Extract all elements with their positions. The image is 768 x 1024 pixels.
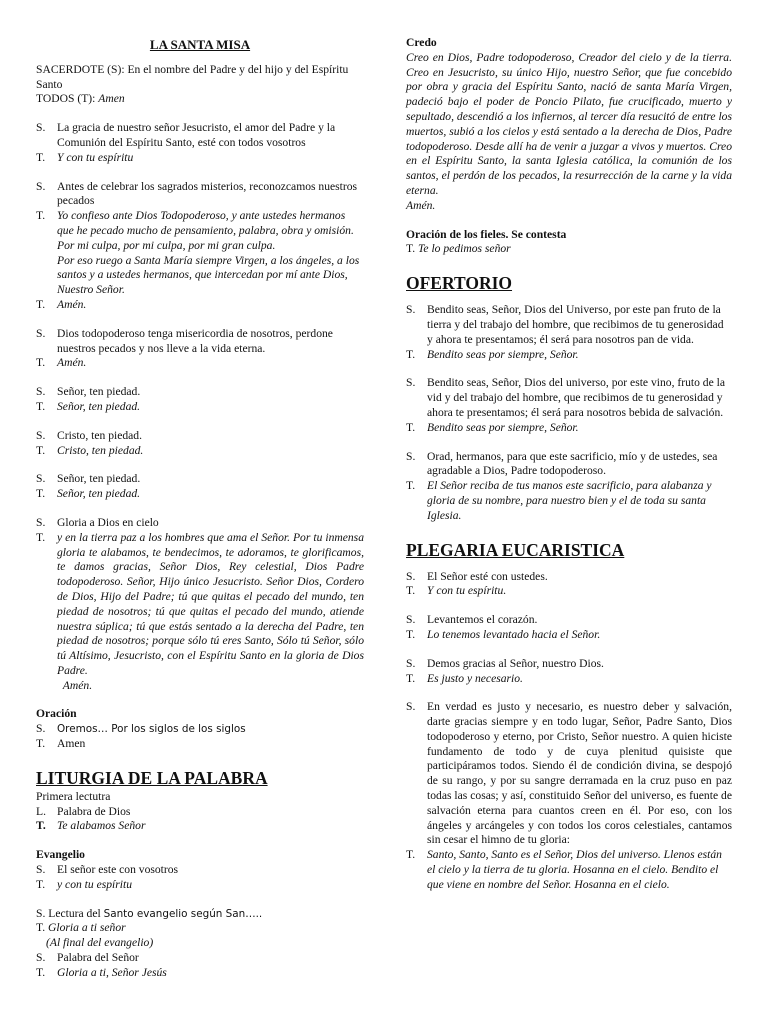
speaker-t-label: T. [36,209,46,223]
priest-line: Oremos… Por los siglos de los siglos [57,723,246,736]
people-line: Lo tenemos levantado hacia el Señor. [427,627,601,641]
priest-line: La gracia de nuestro señor Jesucristo, el amor del Padre y la Comunión del Espíritu Santo, esté con todos vosotros [57,121,336,149]
speaker-t-label: T. [36,877,46,891]
priest-line: Demos gracias al Señor, nuestro Dios. [427,656,604,670]
credo-section [406,36,732,214]
people-line: Es justo y necesario. [427,671,523,685]
speaker-s-label: S. [406,613,416,627]
intro-todos [36,92,364,107]
priest-line: Gloria a Dios en cielo [57,515,159,529]
people-line: y con tu espíritu [57,877,133,891]
speaker-t-label: T. [406,242,416,256]
gloria-text: y en la tierra paz a los hombres que ama el Señor. Por tu inmensa gloria te alabamos, te bendecimos, te adoramos, te glorificamos, te damos gracias, Señor Dios, Rey celestial, Dios Padre todopoderoso. Señor, Hijo único Jesucristo. Señor Dios, Cordero de Dios, Hijo del Padre; tú que quitas el pecado del mundo, ten piedad de nosotros; tú que quitas el pecado del mundo, atiende nuestra súplica; tú que estás sentado a la derecha del Padre, ten piedad de nosotros; porque sólo tú eres Santo, Sólo tú Señor, sólo tú Altísimo, Jesucristo, con el Espíritu Santo en la gloria de Dios Padre. [57,530,364,677]
intro-sacerdote: SACERDOTE (S): En el nombre del Padre y del hijo y del Espíritu Santo [36,62,349,91]
priest-line: Bendito seas, Señor, Dios del universo, por este vino, fruto de la vid y del trabajo del hombre, que recibimos de tu generosidad y ahora te presentamos; él será para nosotros bebida de salvación. [427,376,726,419]
plegaria-heading: PLEGARIA EUCARISTICA [406,539,625,560]
speaker-t-label: T. [36,443,46,457]
people-line: Bendito seas por siempre, Señor. [427,347,579,361]
liturgia-heading: LITURGIA DE LA PALABRA [36,767,268,788]
speaker-t-label: T. [406,479,416,493]
confieso-culpa: Por mi culpa, por mi culpa, por mi gran culpa. [57,238,276,252]
speaker-t-label: T. [406,584,416,598]
speaker-t-label: T. [406,347,416,361]
fieles-section [406,228,732,258]
speaker-s-label: S. [406,303,416,317]
speaker-s-label: S. [36,722,46,736]
oracion-heading: Oración [36,707,77,721]
plegaria-3 [406,657,732,687]
gloria-section [36,516,364,694]
speaker-t-label: T. [36,297,46,311]
todos-response: Amen [98,92,125,106]
left-column [36,0,364,981]
dialogue-confieso [36,180,364,313]
credo-text: Creo en Dios, Padre todopoderoso, Creador del cielo y de la tierra. Creo en Jesucristo, su único Hijo, nuestro Señor, que fue concebido por obra y gracia del Espíritu Santo, nació de santa María Virgen, padeció bajo el poder de Poncio Pilato, fue crucificado, muerto y sepultado, descendió a los infiernos, al tercer día resucitó de entre los muertos, subió a los cielos y está sentado a la derecha de Dios, Padre todopoderoso. Desde allí ha de venir a juzgar a vivos y muertos. Creo en el Espíritu Santo, la santa Iglesia católica, la comunión de los santos, el perdón de los pecados, la resurrección de la carne y la vida eterna. [406,50,732,197]
dialogue-gracia [36,121,364,165]
ofertorio-2 [406,376,732,435]
evangelio-heading: Evangelio [36,848,85,862]
gloria-amen: Amén. [62,678,93,692]
people-line: Señor, ten piedad. [57,399,141,413]
lector-line: Palabra de Dios [57,804,131,818]
speaker-t-label: T. [36,399,46,413]
primera-lectura [36,790,364,834]
speaker-t-label: T. [36,921,46,935]
oracion-section [36,707,364,751]
speaker-s-label: S. [36,326,46,340]
priest-line: Levantemos el corazón. [427,613,538,627]
evangelio-section [36,848,364,892]
kyrie-3 [36,472,364,502]
speaker-t-label: T. [36,737,46,751]
priest-line: El señor este con vosotros [57,863,179,877]
priest-line: En verdad es justo y necesario, es nuestro deber y salvación, darte gracias siempre y en todo lugar, Señor, Padre Santo, Dios todopoderoso y eterno, por Cristo, Señor nuestro. A quien hiciste fundamento de todo y de cuya plenitud quisiste que participáramos todos. Siendo él de condición divina, se despojó de su rango, y por su sangre derramada en la cruz puso en paz todas las cosas; y así, constituido Señor del universo, es fuente de salvación eterna para cuantos creen en él. Por eso, con los ángeles y arcángeles y con todos los coros celestiales, cantamos sin cesar el himno de tu gloria: [427,700,732,847]
speaker-s-label: S. [406,376,416,390]
ofertorio-1 [406,303,732,362]
speaker-s-label: S. [36,863,46,877]
people-line: Amén. [57,356,87,370]
priest-line: El Señor esté con ustedes. [427,569,548,583]
speaker-l-label: L. [36,804,46,818]
speaker-t-label: T. [36,965,46,979]
priest-line: Orad, hermanos, para que este sacrificio, mío y de ustedes, sea agradable a Dios, Padre todopoderoso. [427,449,718,478]
plegaria-2 [406,613,732,643]
evangelio-note: (Al final del evangelio) [46,936,154,950]
speaker-t-label: T. [36,356,46,370]
priest-line: Dios todopoderoso tenga misericordia de nosotros, perdone nuestros pecados y nos lleve a la vida eterna. [57,326,333,355]
evangelio-lectura [36,907,364,981]
people-line: Cristo, ten piedad. [57,443,144,457]
speaker-s-label: S. [36,179,46,193]
speaker-s-label: S. [36,428,46,442]
sanctus-text: Santo, Santo, Santo es el Señor, Dios del universo. Llenos están el cielo y la tierra de tu gloria. Hosanna en el cielo. Bendito el que viene en nombre del Señor. Hosanna en el cielo. [427,848,722,891]
ofertorio-heading: OFERTORIO [406,273,513,294]
document-title: LA SANTA MISA [149,37,251,52]
lectura-prefix: S. Lectura del [36,906,104,920]
speaker-t-label: T. [36,530,46,544]
lectura-line [36,907,364,922]
speaker-s-label: S. [406,700,416,714]
confieso-ruego: Por eso ruego a Santa María siempre Virgen, a los ángeles, a los santos y a ustedes hermanos, que intercedan por mí ante Dios, Nuestro Señor. [57,253,360,297]
people-line: Te alabamos Señor [57,819,146,833]
plegaria-1 [406,570,732,600]
speaker-s-label: S. [406,656,416,670]
speaker-t-label: T. [406,627,416,641]
credo-heading: Credo [406,36,437,49]
priest-line: Cristo, ten piedad. [57,428,143,442]
speaker-t-label: T. [36,819,46,833]
people-line: Amen [57,737,86,751]
lectura-gospel: Santo evangelio según San….. [103,907,263,920]
people-line: Te lo pedimos señor [418,242,511,256]
fieles-response-line [406,242,732,257]
ofertorio-3 [406,450,732,524]
dialogue-misericordia [36,327,364,371]
people-line: Bendito seas por siempre, Señor. [427,420,579,434]
priest-line: Palabra del Señor [57,951,139,965]
speaker-t-label: T. [406,420,416,434]
gloria-a-ti-line [36,921,364,936]
speaker-s-label: S. [36,472,46,486]
fieles-heading: Oración de los fieles. Se contesta [406,227,567,241]
speaker-t-label: T. [36,150,46,164]
priest-line: Señor, ten piedad. [57,385,141,399]
speaker-s-label: S. [36,121,46,135]
people-line: El Señor reciba de tus manos este sacrificio, para alabanza y gloria de su nombre, para nuestro bien y el de toda su santa Iglesia. [427,479,712,522]
plegaria-prefacio [406,700,732,892]
people-line: Señor, ten piedad. [57,487,141,501]
people-line: Amén. [57,297,87,311]
primera-label: Primera lectutra [36,789,111,803]
priest-line: Antes de celebrar los sagrados misterios, reconozcamos nuestros pecados [57,179,358,208]
speaker-s-label: S. [406,569,416,583]
people-line: Gloria a ti señor [48,921,126,935]
confieso-text: Yo confieso ante Dios Todopoderoso, y ante ustedes hermanos que he pecado mucho de pensamiento, palabra, obra y omisión. [57,209,354,237]
todos-label: TODOS (T): [36,92,96,106]
people-line [57,209,364,298]
priest-line: Señor, ten piedad. [57,472,141,486]
people-line: Y con tu espíritu [57,150,134,164]
kyrie-2 [36,429,364,459]
kyrie-1 [36,385,364,415]
speaker-s-label: S. [36,385,46,399]
speaker-s-label: S. [36,951,46,965]
speaker-t-label: T. [406,671,416,685]
speaker-s-label: S. [406,449,416,463]
speaker-t-label: T. [36,487,46,501]
priest-line: Bendito seas, Señor, Dios del Universo, por este pan fruto de la tierra y del trabajo del hombre, que recibimos de tu generosidad y ahora te presentamos; él será para nosotros pan de vida. [427,303,724,346]
right-column [406,0,732,893]
speaker-t-label: T. [406,848,416,862]
credo-amen: Amén. [406,198,436,212]
speaker-s-label: S. [36,515,46,529]
people-line: Y con tu espíritu. [427,584,507,598]
people-line: Gloria a ti, Señor Jesús [57,965,167,979]
